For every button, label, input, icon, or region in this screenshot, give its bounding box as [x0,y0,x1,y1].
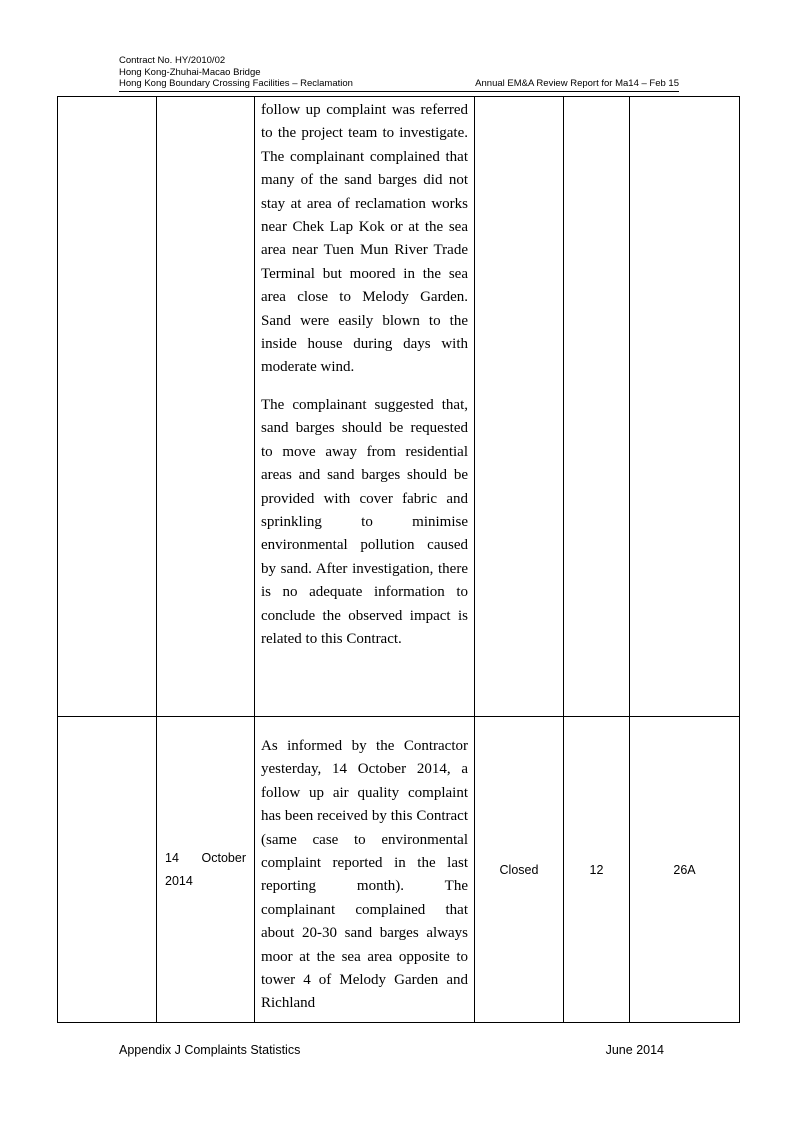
table-row [58,97,740,717]
table-cell [58,717,157,1023]
table-cell [475,97,564,717]
description-cell [255,97,475,717]
project-name: Hong Kong-Zhuhai-Macao Bridge [119,66,261,78]
description-paragraph: As informed by the Contractor yesterday, 14 October 2014, a follow up air quality complaint has been received by this Contract (same case to environmental complaint reported in the last reporting month). The complainant complained that about 20-30 sand barges always moor at the sea area opposite to tower 4 of Melody Garden and Richland [261,738,468,1012]
description-paragraph: The complainant suggested that, sand barges should be requested to move away from residential areas and sand barges should be provided with cover fabric and sprinkling to minimise environmental pollution caused by sand. After investigation, there is no adequate information to conclude the observed impact is related to this Contract. [261,396,468,647]
reference-cell [630,717,740,1023]
table-cell [564,97,630,717]
table-row [58,717,740,1023]
report-title: Annual EM&A Review Report for Ma14 – Feb 15 [475,78,679,89]
status-cell [475,717,564,1023]
table-cell [157,97,255,717]
table-cell [630,97,740,717]
table-cell [58,97,157,717]
date-cell [157,717,255,1023]
contract-number: Contract No. HY/2010/02 [119,55,226,66]
reference-text: 26A [673,862,696,877]
status-text: Closed [499,862,539,877]
complaint-date: 14 October 2014 [165,850,246,888]
footer-right: June 2014 [605,1043,664,1057]
description-cell [255,717,475,1023]
page-footer [119,1043,664,1057]
number-cell [564,717,630,1023]
number-text: 12 [589,862,604,877]
footer-left: Appendix J Complaints Statistics [119,1043,301,1057]
page-header [119,55,679,92]
facility-name: Hong Kong Boundary Crossing Facilities – Reclamation [119,78,353,89]
complaints-table [57,96,740,1023]
description-paragraph: follow up complaint was referred to the project team to investigate. The complainant complained that many of the sand barges did not stay at area of reclamation works near Chek Lap Kok or at the sea area near Tuen Mun River Trade Terminal but moored in the sea area close to Melody Garden. Sand were easily blown to the inside house during days with moderate wind. [261,102,468,376]
header-line [119,78,679,92]
